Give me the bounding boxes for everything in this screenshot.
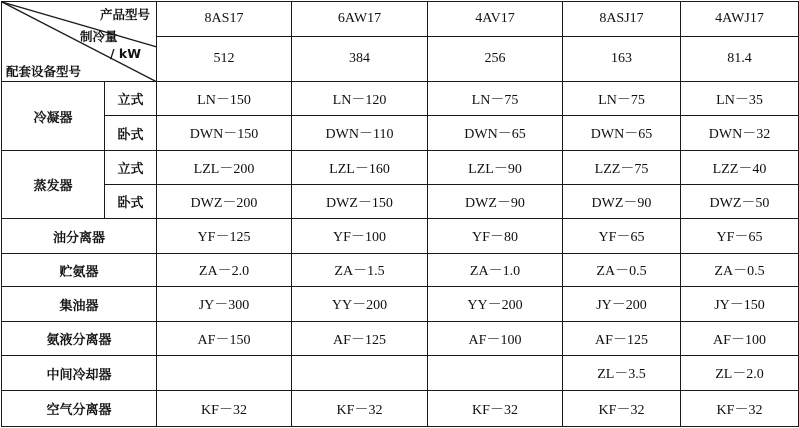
value-cell: LZZ－75 [563,151,681,185]
capacity-header-cell: 163 [563,37,681,82]
value-cell: YF－80 [428,219,563,254]
value-cell: YY－200 [292,287,428,322]
sub-label-cell: 卧式 [105,185,157,219]
model-header-cell: 8ASJ17 [563,2,681,37]
row-label-cell: 贮氨器 [2,254,157,287]
value-cell: ZA－1.0 [428,254,563,287]
table-row [2,356,799,391]
value-cell: DWZ－150 [292,185,428,219]
value-cell [428,356,563,391]
table-row [2,185,799,219]
value-cell: ZL－3.5 [563,356,681,391]
table-row [2,82,799,116]
group-label-condenser: 冷凝器 [2,82,105,151]
value-cell: AF－100 [681,322,799,356]
sub-label-cell: 卧式 [105,116,157,151]
capacity-header-cell: 384 [292,37,428,82]
value-cell: KF－32 [563,391,681,427]
value-cell: DWZ－90 [563,185,681,219]
row-label-cell: 油分离器 [2,219,157,254]
table-row [2,391,799,427]
value-cell: KF－32 [681,391,799,427]
equipment-spec-table [1,1,799,427]
corner-capacity-unit-label: / kW [110,46,142,61]
sub-label-cell: 立式 [105,82,157,116]
value-cell: LZL－200 [157,151,292,185]
value-cell: LN－120 [292,82,428,116]
value-cell [157,356,292,391]
value-cell: AF－125 [563,322,681,356]
value-cell: ZA－0.5 [563,254,681,287]
value-cell: JY－200 [563,287,681,322]
capacity-header-cell: 81.4 [681,37,799,82]
corner-header-cell [2,2,157,82]
value-cell: LZL－160 [292,151,428,185]
capacity-header-cell: 256 [428,37,563,82]
corner-capacity-label: 制冷量 [80,29,118,44]
table-row [2,254,799,287]
table-row [2,287,799,322]
value-cell: LN－35 [681,82,799,116]
row-label-cell: 空气分离器 [2,391,157,427]
corner-product-model-label: 产品型号 [99,7,150,22]
table-row [2,322,799,356]
value-cell: AF－125 [292,322,428,356]
row-label-cell: 中间冷却器 [2,356,157,391]
value-cell: DWZ－50 [681,185,799,219]
capacity-header-cell: 512 [157,37,292,82]
value-cell: YF－125 [157,219,292,254]
value-cell: KF－32 [428,391,563,427]
value-cell: DWN－150 [157,116,292,151]
value-cell: ZA－2.0 [157,254,292,287]
value-cell: AF－150 [157,322,292,356]
corner-equipment-model-label: 配套设备型号 [6,64,82,79]
value-cell: KF－32 [292,391,428,427]
table-row [2,116,799,151]
value-cell: DWZ－90 [428,185,563,219]
model-header-cell: 6AW17 [292,2,428,37]
value-cell: YF－65 [563,219,681,254]
value-cell: AF－100 [428,322,563,356]
value-cell: JY－300 [157,287,292,322]
model-header-cell: 4AWJ17 [681,2,799,37]
model-header-cell: 4AV17 [428,2,563,37]
value-cell: ZL－2.0 [681,356,799,391]
sub-label-cell: 立式 [105,151,157,185]
table-row [2,219,799,254]
table-row [2,151,799,185]
value-cell: DWN－65 [563,116,681,151]
value-cell: DWN－32 [681,116,799,151]
header-row-models [2,2,799,37]
row-label-cell: 集油器 [2,287,157,322]
value-cell: LZZ－40 [681,151,799,185]
row-label-cell: 氨液分离器 [2,322,157,356]
value-cell: KF－32 [157,391,292,427]
model-header-cell: 8AS17 [157,2,292,37]
value-cell: LZL－90 [428,151,563,185]
value-cell: DWZ－200 [157,185,292,219]
value-cell: YF－100 [292,219,428,254]
value-cell: LN－75 [428,82,563,116]
value-cell: YF－65 [681,219,799,254]
value-cell: DWN－110 [292,116,428,151]
value-cell: ZA－0.5 [681,254,799,287]
value-cell: LN－150 [157,82,292,116]
value-cell [292,356,428,391]
value-cell: DWN－65 [428,116,563,151]
group-label-evaporator: 蒸发器 [2,151,105,219]
value-cell: LN－75 [563,82,681,116]
value-cell: ZA－1.5 [292,254,428,287]
value-cell: JY－150 [681,287,799,322]
value-cell: YY－200 [428,287,563,322]
